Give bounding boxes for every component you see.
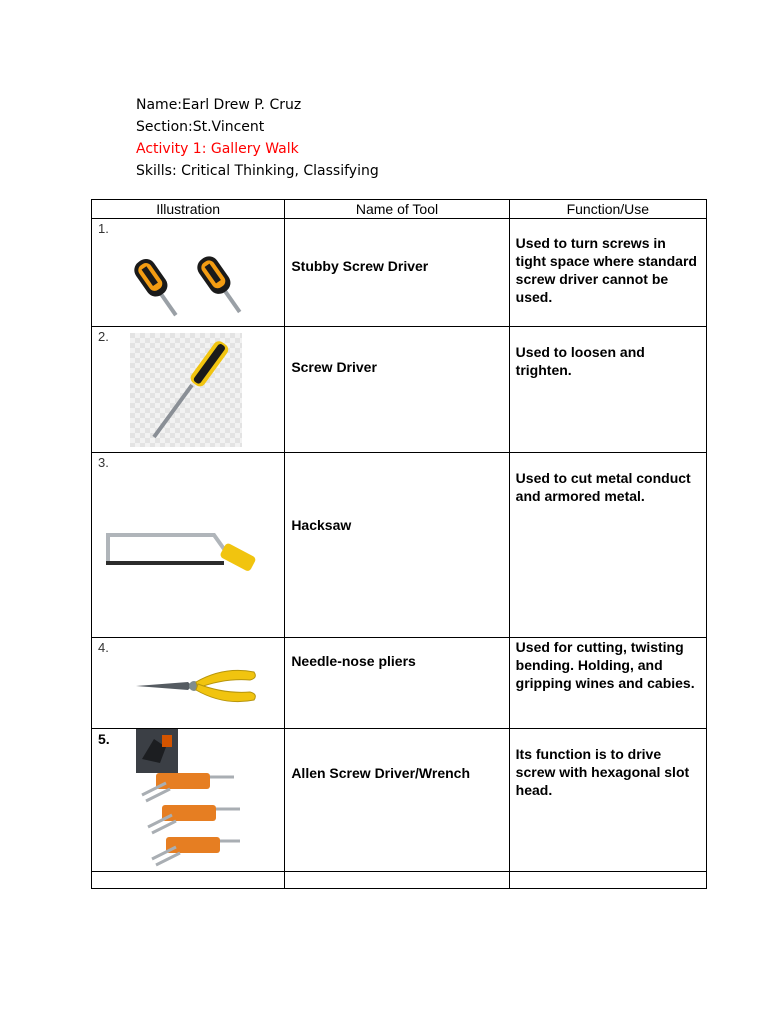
function-cell bbox=[509, 453, 706, 638]
tool-function: Used for cutting, twisting bending. Holding, and gripping wines and cabies. bbox=[515, 639, 695, 691]
tool-name-cell bbox=[285, 327, 509, 453]
function-cell bbox=[509, 729, 706, 872]
function-cell bbox=[509, 327, 706, 453]
row-number: 1. bbox=[98, 221, 109, 236]
function-cell bbox=[509, 638, 706, 729]
row-number: 2. bbox=[98, 329, 109, 344]
tool-name-cell bbox=[285, 453, 509, 638]
stubby-screwdriver-image bbox=[132, 223, 262, 321]
illustration-cell bbox=[92, 327, 285, 453]
function-cell bbox=[509, 219, 706, 327]
column-header-illustration: Illustration bbox=[92, 200, 285, 219]
table-row bbox=[92, 327, 707, 453]
empty-cell bbox=[285, 872, 509, 889]
column-header-tool-name: Name of Tool bbox=[285, 200, 509, 219]
column-header-function: Function/Use bbox=[509, 200, 706, 219]
table-row bbox=[92, 219, 707, 327]
needle-nose-pliers-image bbox=[132, 662, 262, 710]
row-number: 3. bbox=[98, 455, 109, 470]
tool-function: Used to loosen and trighten. bbox=[515, 344, 645, 378]
empty-cell bbox=[509, 872, 706, 889]
activity-title: Activity 1: Gallery Walk bbox=[136, 141, 299, 157]
table-header-row bbox=[92, 200, 707, 219]
illustration-cell bbox=[92, 453, 285, 638]
table-row bbox=[92, 453, 707, 638]
student-name: Name:Earl Drew P. Cruz bbox=[136, 97, 302, 113]
tool-name-cell bbox=[285, 219, 509, 327]
row-number: 5. bbox=[98, 731, 110, 747]
tool-function: Used to cut metal conduct and armored metal. bbox=[515, 470, 691, 504]
illustration-cell bbox=[92, 638, 285, 729]
empty-cell bbox=[92, 872, 285, 889]
table-row bbox=[92, 638, 707, 729]
tool-name-cell bbox=[285, 729, 509, 872]
tool-name: Allen Screw Driver/Wrench bbox=[291, 765, 471, 781]
skills-line: Skills: Critical Thinking, Classifying bbox=[136, 163, 379, 179]
tool-name: Needle-nose pliers bbox=[291, 653, 416, 669]
illustration-cell bbox=[92, 729, 285, 872]
hacksaw-image bbox=[102, 525, 258, 577]
tool-name: Screw Driver bbox=[291, 359, 377, 375]
illustration-cell bbox=[92, 219, 285, 327]
student-header bbox=[136, 94, 379, 182]
table-row bbox=[92, 729, 707, 872]
tools-table bbox=[91, 199, 707, 889]
tool-name-cell bbox=[285, 638, 509, 729]
student-section: Section:St.Vincent bbox=[136, 119, 265, 135]
screwdriver-image bbox=[130, 333, 242, 447]
tool-function: Used to turn screws in tight space where standard screw driver cannot be used. bbox=[515, 235, 697, 305]
tool-name: Stubby Screw Driver bbox=[291, 258, 429, 274]
allen-wrench-set-image bbox=[136, 769, 246, 869]
empty-table-row bbox=[92, 872, 707, 889]
tool-name: Hacksaw bbox=[291, 517, 352, 533]
row-number: 4. bbox=[98, 640, 109, 655]
tool-function: Its function is to drive screw with hexagonal slot head. bbox=[515, 746, 690, 798]
